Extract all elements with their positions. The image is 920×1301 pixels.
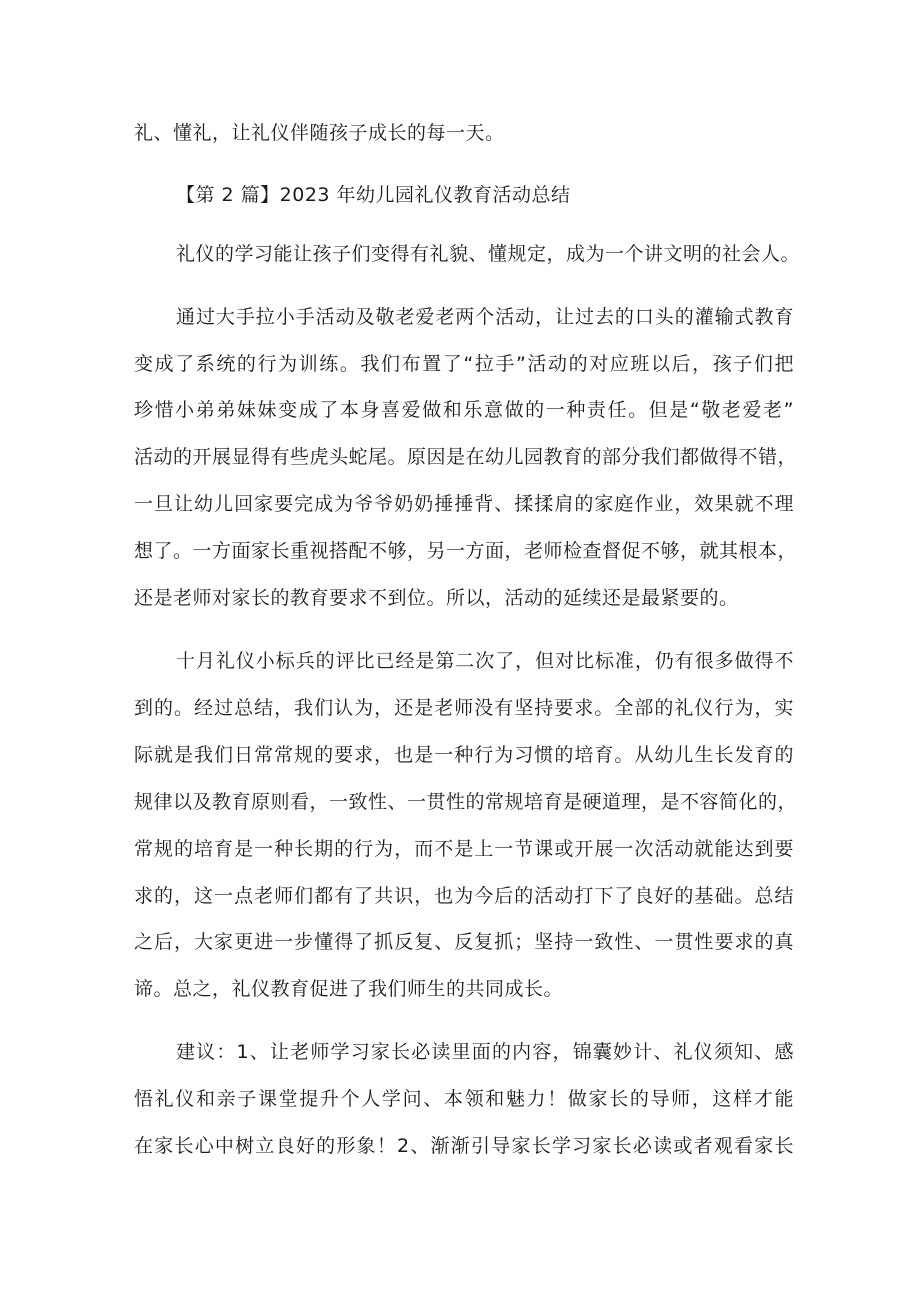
paragraph-2-line: 活动的开展显得有些虎头蛇尾。原因是在幼儿园教育的部分我们都做得不错， bbox=[134, 446, 798, 468]
paragraph-3-line: 到的。经过总结，我们认为，还是老师没有坚持要求。全部的礼仪行为，实 bbox=[134, 697, 794, 719]
paragraph-4-line: 在家长心中树立良好的形象！2、渐渐引导家长学习家长必读或者观看家长 bbox=[134, 1135, 794, 1157]
paragraph-4-line: 建议：1、让老师学习家长必读里面的内容，锦囊妙计、礼仪须知、感 bbox=[176, 1041, 794, 1063]
paragraph-3-line: 常规的培育是一种长期的行为，而不是上一节课或开展一次活动就能达到要 bbox=[134, 838, 794, 860]
paragraph-3-line: 际就是我们日常常规的要求，也是一种行为习惯的培育。从幼儿生长发育的 bbox=[134, 744, 794, 766]
paragraph-3-line: 规律以及教育原则看，一致性、一贯性的常规培育是硬道理，是不容简化的， bbox=[134, 791, 798, 813]
paragraph-2-line: 想了。一方面家长重视搭配不够，另一方面，老师检查督促不够，就其根本， bbox=[134, 540, 798, 562]
paragraph-2-line: 通过大手拉小手活动及敬老爱老两个活动，让过去的口头的灌输式教育 bbox=[176, 306, 794, 328]
paragraph-1-line: 礼仪的学习能让孩子们变得有礼貌、懂规定，成为一个讲文明的社会人。 bbox=[176, 243, 801, 265]
paragraph-3-line: 求的，这一点老师们都有了共识，也为今后的活动打下了良好的基础。总结 bbox=[134, 885, 794, 907]
paragraph-2-line: 一旦让幼儿回家要完成为爷爷奶奶捶捶背、揉揉肩的家庭作业，效果就不理 bbox=[134, 493, 794, 515]
paragraph-3-line: 十月礼仪小标兵的评比已经是第二次了，但对比标准，仍有很多做得不 bbox=[176, 650, 794, 672]
paragraph-2-line: 珍惜小弟弟妹妹变成了本身喜爱做和乐意做的一种责任。但是“敬老爱老” bbox=[134, 399, 794, 421]
paragraph-3-line: 之后，大家更进一步懂得了抓反复、反复抓；坚持一致性、一贯性要求的真 bbox=[134, 931, 794, 953]
paragraph-2-line: 变成了系统的行为训练。我们布置了“拉手”活动的对应班以后，孩子们把 bbox=[134, 353, 794, 375]
opening-line: 礼、懂礼，让礼仪伴随孩子成长的每一天。 bbox=[134, 122, 505, 144]
paragraph-2-line: 还是老师对家长的教育要求不到位。所以，活动的延续还是最紧要的。 bbox=[134, 587, 739, 609]
paragraph-4-line: 悟礼仪和亲子课堂提升个人学问、本领和魅力！做家长的导师，这样才能 bbox=[134, 1088, 794, 1110]
paragraph-3-line: 谛。总之，礼仪教育促进了我们师生的共同成长。 bbox=[134, 978, 564, 1000]
section-heading: 【第 2 篇】2023 年幼儿园礼仪教育活动总结 bbox=[176, 184, 571, 206]
